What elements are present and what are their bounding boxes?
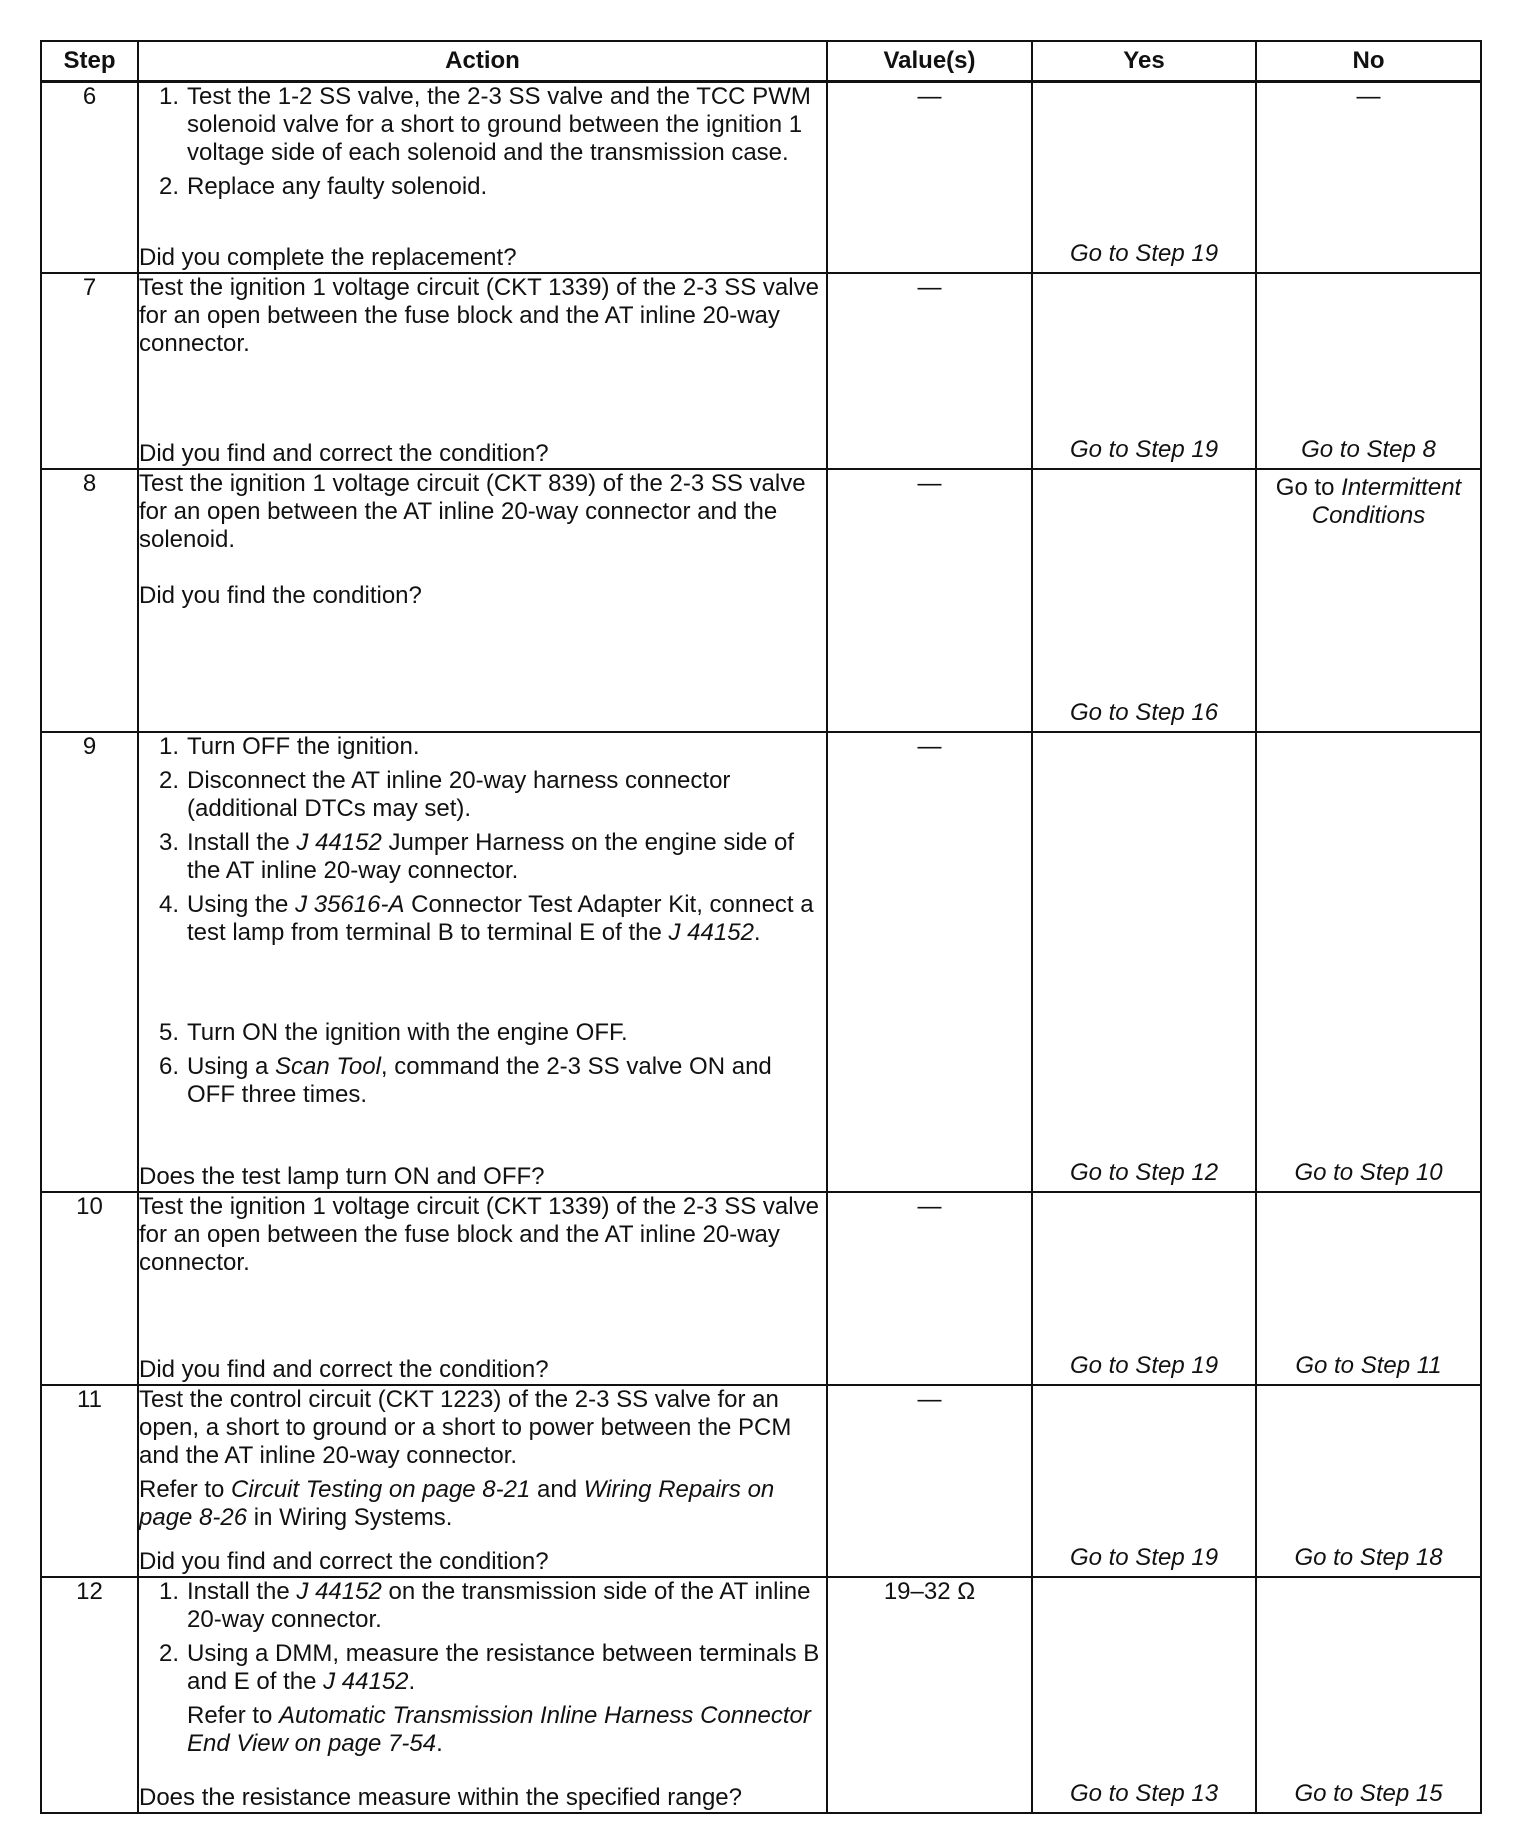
action-cell (138, 82, 827, 273)
table-row-step-12 (41, 1577, 1481, 1814)
action-text: Test the ignition 1 voltage circuit (CKT 1339) of the 2-3 SS valve for an open between the fuse block and the AT inline 20-way connector. (139, 273, 819, 357)
action-reference: Refer to Automatic Transmission Inline Harness Connector End View on page 7-54. (187, 1701, 811, 1757)
table-row-step-8 (41, 469, 1481, 732)
yes-link: Go to Step 13 (1069, 1780, 1219, 1807)
action-text: Test the ignition 1 voltage circuit (CKT 839) of the 2-3 SS valve for an open between the AT inline 20-way connector and the solenoid. (139, 469, 806, 553)
yes-link: Go to Step 19 (1069, 1351, 1219, 1379)
action-cell (138, 1385, 827, 1577)
no-link: Go to Step 18 (1294, 1543, 1443, 1571)
table-row-step-7 (41, 273, 1481, 469)
no-link: Go to Intermittent Conditions (1275, 473, 1462, 529)
list-item: 2. Using a DMM, measure the resistance between terminals B and E of the J 44152. (158, 1639, 820, 1695)
step-number: 7 (41, 273, 138, 469)
no-link: Go to Step 15 (1294, 1780, 1443, 1807)
action-cell (138, 732, 827, 1192)
no-link: Go to Step 10 (1294, 1158, 1443, 1186)
table-row-step-6 (41, 82, 1481, 273)
action-question: Did you complete the replacement? (139, 243, 517, 271)
action-list (139, 733, 826, 1115)
action-cell (138, 273, 827, 469)
action-cell (138, 1577, 827, 1814)
yes-link: Go to Step 19 (1069, 1543, 1219, 1571)
action-question: Does the resistance measure within the specified range? (139, 1784, 742, 1811)
table-row-step-11 (41, 1385, 1481, 1577)
no-cell (1256, 273, 1481, 469)
yes-cell (1032, 82, 1256, 273)
yes-cell (1032, 273, 1256, 469)
list-item: 3. Install the J 44152 Jumper Harness on the engine side of the AT inline 20-way connector. (158, 828, 795, 884)
yes-link: Go to Step 19 (1069, 239, 1219, 267)
action-question: Does the test lamp turn ON and OFF? (139, 1162, 545, 1190)
action-question: Did you find the condition? (139, 581, 422, 609)
header-values: Value(s) (827, 41, 1032, 82)
header-row (41, 41, 1481, 82)
list-item: 6. Using a Scan Tool, command the 2-3 SS valve ON and OFF three times. (158, 1052, 772, 1108)
no-link: Go to Step 8 (1301, 435, 1436, 463)
header-no: No (1256, 41, 1481, 82)
yes-link: Go to Step 19 (1069, 435, 1219, 463)
action-question: Did you find and correct the condition? (139, 1355, 549, 1383)
step-number: 12 (41, 1577, 138, 1814)
no-cell (1256, 732, 1481, 1192)
list-item: 2. Replace any faulty solenoid. (158, 173, 488, 200)
header-step: Step (41, 41, 138, 82)
yes-cell (1032, 1192, 1256, 1385)
action-cell (138, 1192, 827, 1385)
value-cell: — (827, 1385, 1032, 1577)
action-reference: Refer to Circuit Testing on page 8-21 and Wiring Repairs on page 8-26 in Wiring Systems. (139, 1475, 775, 1531)
value-cell: — (827, 732, 1032, 1192)
header-action: Action (138, 41, 827, 82)
list-item: 2. Disconnect the AT inline 20-way harness connector (additional DTCs may set). (158, 766, 731, 822)
value-cell: — (827, 469, 1032, 732)
yes-link: Go to Step 16 (1069, 698, 1219, 726)
step-number: 10 (41, 1192, 138, 1385)
diagnostic-table (40, 40, 1482, 1814)
action-list (139, 1578, 826, 1702)
yes-cell (1032, 1577, 1256, 1814)
no-link: Go to Step 11 (1295, 1351, 1442, 1379)
no-cell: — (1256, 82, 1481, 273)
yes-cell (1032, 732, 1256, 1192)
list-item: 1. Test the 1-2 SS valve, the 2-3 SS valve and the TCC PWM solenoid valve for a short to ground between the ignition 1 voltage side of each solenoid and the transmission case. (158, 83, 811, 166)
action-cell (138, 469, 827, 732)
value-cell: — (827, 273, 1032, 469)
value-cell: — (827, 82, 1032, 273)
yes-link: Go to Step 12 (1069, 1158, 1219, 1186)
list-item: 4. Using the J 35616-A Connector Test Adapter Kit, connect a test lamp from terminal B to terminal E of the J 44152. (158, 890, 814, 946)
yes-cell (1032, 1385, 1256, 1577)
value-cell: — (827, 1192, 1032, 1385)
no-cell (1256, 469, 1481, 732)
action-question: Did you find and correct the condition? (139, 1547, 549, 1575)
yes-cell (1032, 469, 1256, 732)
action-text: Test the ignition 1 voltage circuit (CKT 1339) of the 2-3 SS valve for an open between the fuse block and the AT inline 20-way connector. (139, 1192, 819, 1276)
value-cell: 19–32 Ω (827, 1577, 1032, 1814)
list-item: 5. Turn ON the ignition with the engine OFF. (158, 1018, 628, 1046)
step-number: 11 (41, 1385, 138, 1577)
action-text: Test the control circuit (CKT 1223) of the 2-3 SS valve for an open, a short to ground or a short to power between the PCM and the AT inline 20-way connector. (139, 1385, 792, 1469)
table-row-step-10 (41, 1192, 1481, 1385)
list-item: 1. Install the J 44152 on the transmission side of the AT inline 20-way connector. (158, 1577, 811, 1633)
action-list (139, 83, 826, 207)
header-yes: Yes (1032, 41, 1256, 82)
no-cell (1256, 1385, 1481, 1577)
table-row-step-9 (41, 732, 1481, 1192)
action-question: Did you find and correct the condition? (139, 439, 549, 467)
step-number: 6 (41, 82, 138, 273)
step-number: 8 (41, 469, 138, 732)
no-cell (1256, 1577, 1481, 1814)
list-item: 1. Turn OFF the ignition. (158, 732, 420, 760)
no-cell (1256, 1192, 1481, 1385)
step-number: 9 (41, 732, 138, 1192)
